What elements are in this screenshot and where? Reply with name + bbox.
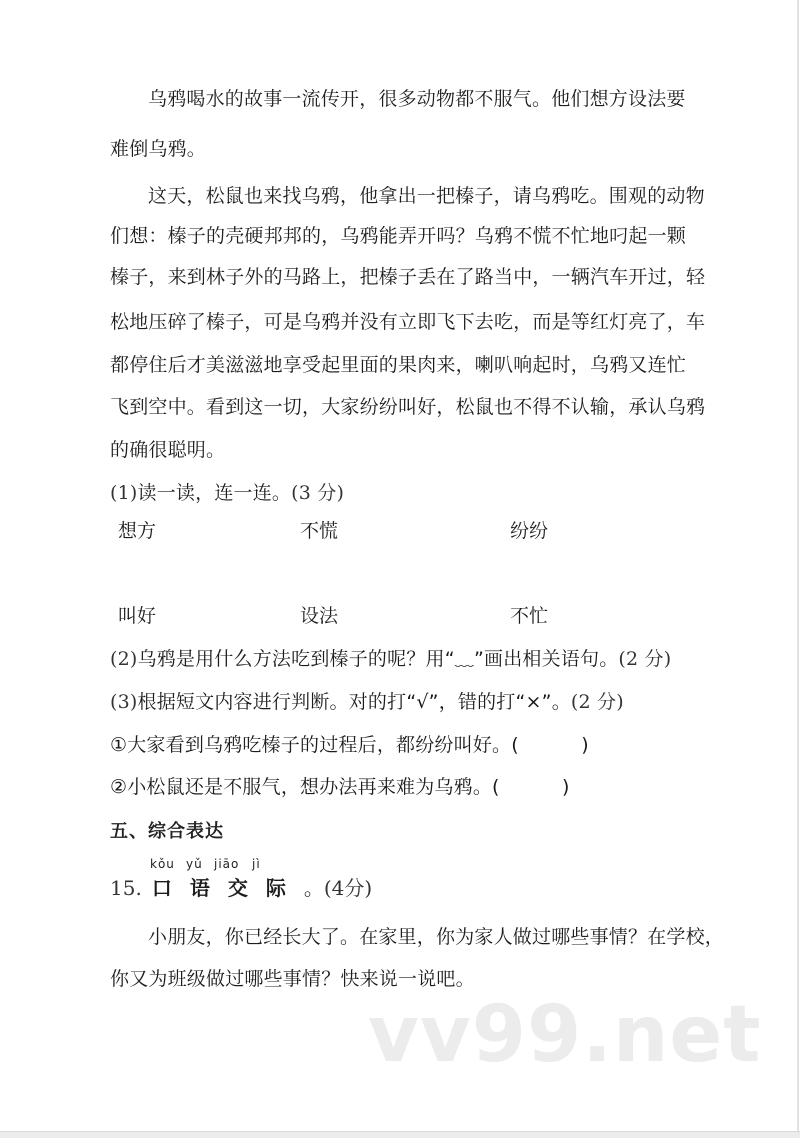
q15-char-yu: 语	[189, 876, 210, 900]
section-title: 五、综合表达	[110, 821, 224, 842]
question-1	[110, 481, 344, 505]
passage-p2-line2: 们想：榛子的壳硬邦邦的，乌鸦能弄开吗？乌鸦不慌不忙地叼起一颗	[110, 225, 687, 247]
question-3-score: (2 分)	[570, 691, 624, 713]
pinyin-yu: yǔ	[186, 857, 203, 871]
question-1-text: 读一读，连一连。	[137, 482, 292, 504]
passage-p1-line1: 乌鸦喝水的故事一流传开，很多动物都不服气。他们想方设法要	[148, 88, 686, 110]
q15-char-kou: 口	[151, 876, 172, 900]
q15-prompt-line1: 小朋友，你已经长大了。在家里，你为家人做过哪些事情？在学校，	[148, 926, 725, 948]
passage-p2-line4: 松地压碎了榛子，可是乌鸦并没有立即飞下去吃，而是等红灯亮了，车	[110, 311, 706, 333]
judge-item-1	[110, 733, 589, 757]
question-15-score: (4分)	[323, 876, 373, 900]
judge-item-2-blank[interactable]: ( )	[492, 776, 570, 798]
passage-p2-line5: 都停住后才美滋滋地享受起里面的果肉来，喇叭响起时，乌鸦又连忙	[110, 354, 687, 376]
question-15-number: 15.	[110, 876, 142, 900]
q15-prompt-line2: 你又为班级做过哪些事情？快来说一说吧。	[110, 968, 475, 990]
match-word-top-2[interactable]: 不慌	[300, 520, 339, 542]
pinyin-kou: kǒu	[150, 857, 175, 871]
match-word-bottom-3[interactable]: 不忙	[510, 605, 549, 627]
question-3	[110, 690, 624, 714]
q15-punct: 。	[303, 876, 324, 900]
pinyin-jiao: jiāo	[214, 857, 240, 871]
question-1-number: (1)	[110, 482, 138, 504]
passage-p2-line6: 飞到空中。看到这一切，大家纷纷叫好，松鼠也不得不认输，承认乌鸦	[110, 396, 706, 418]
q15-char-jiao: 交	[227, 876, 248, 900]
question-3-text: 根据短文内容进行判断。对的打“√”，错的打“×”。	[137, 691, 571, 713]
question-3-number: (3)	[110, 691, 138, 713]
q15-char-ji: 际	[265, 876, 286, 900]
judge-item-1-blank[interactable]: ( )	[511, 734, 589, 756]
judge-item-1-marker: ①	[110, 734, 128, 756]
pinyin-ji: jì	[252, 857, 261, 871]
passage-p2-line7: 的确很聪明。	[110, 439, 226, 461]
judge-item-2-text: 小松鼠还是不服气，想办法再来难为乌鸦。	[127, 776, 493, 798]
question-1-score: (3 分)	[291, 482, 345, 504]
question-2	[110, 647, 671, 671]
match-word-top-1[interactable]: 想方	[118, 520, 157, 542]
passage-p2-line1: 这天，松鼠也来找乌鸦，他拿出一把榛子，请乌鸦吃。围观的动物	[148, 185, 705, 207]
match-word-bottom-2[interactable]: 设法	[300, 605, 339, 627]
judge-item-2-marker: ②	[110, 776, 128, 798]
watermark: vv99.net	[368, 990, 762, 1080]
judge-item-2	[110, 775, 570, 799]
match-word-bottom-1[interactable]: 叫好	[118, 605, 157, 627]
question-2-score: (2 分)	[618, 648, 672, 670]
question-2-text: 乌鸦是用什么方法吃到榛子的呢？用“﹏”画出相关语句。	[137, 648, 619, 670]
passage-p1-line2: 难倒乌鸦。	[110, 138, 207, 160]
judge-item-1-text: 大家看到乌鸦吃榛子的过程后，都纷纷叫好。	[127, 734, 512, 756]
question-15	[110, 875, 372, 901]
question-2-number: (2)	[110, 648, 138, 670]
passage-p2-line3: 榛子，来到林子外的马路上，把榛子丢在了路当中，一辆汽车开过，轻	[110, 266, 706, 288]
match-word-top-3[interactable]: 纷纷	[510, 520, 549, 542]
